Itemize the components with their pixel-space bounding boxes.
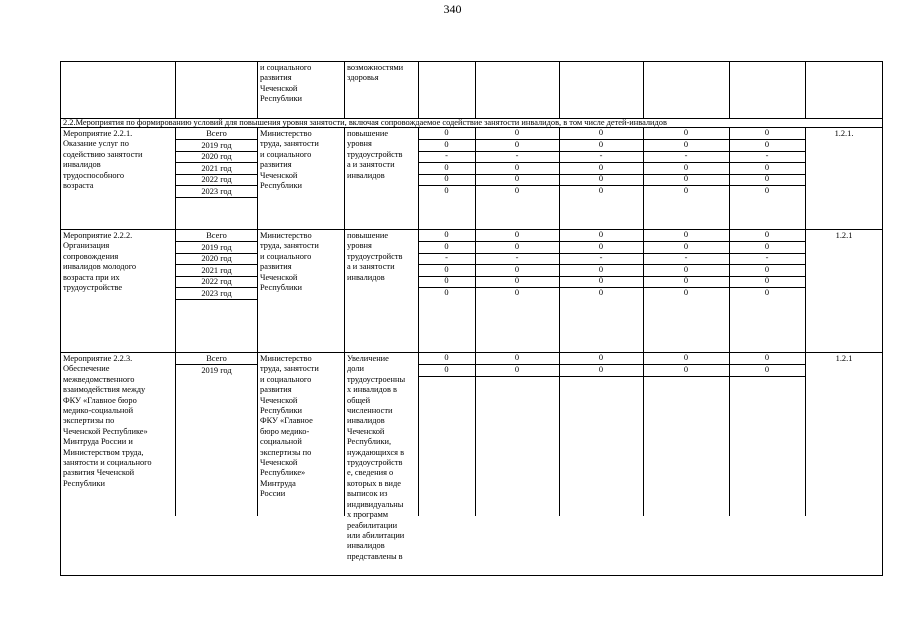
value-cell: 0 (683, 174, 689, 183)
value-cell: 0 (444, 185, 449, 195)
value-cell: 0 (444, 264, 449, 274)
value-cell: 0 (598, 185, 604, 195)
value-cell: - (684, 253, 688, 262)
value-cell: 0 (514, 128, 520, 137)
value-cell: 0 (444, 241, 449, 251)
value-cell: 0 (683, 276, 689, 285)
row1-name: Мероприятие 2.2.1. Оказание услуг по содействию занятости инвалидов трудоспособного возраста (63, 129, 143, 191)
value-cell: 0 (683, 162, 689, 172)
value-cell: 0 (683, 185, 689, 195)
value-cell: 0 (764, 174, 770, 183)
value-cell: 0 (598, 287, 604, 297)
value-cell: 0 (444, 162, 449, 172)
period-cell: 2020 год (201, 152, 232, 161)
value-cell: - (765, 253, 769, 262)
value-cell: - (765, 151, 769, 160)
value-cell: - (684, 151, 688, 160)
period-cell: 2020 год (201, 254, 232, 263)
value-cell: 0 (683, 264, 689, 274)
period-cell: 2019 год (201, 365, 232, 375)
row1-indicator: повышение уровня трудоустройств а и занятости инвалидов (347, 129, 403, 180)
value-cell: 0 (444, 364, 449, 374)
top-executor-text: и социального развития Чеченской Республики (260, 63, 312, 104)
value-cell: 0 (683, 364, 689, 374)
col-divider-executor (344, 62, 345, 516)
value-cell: 0 (444, 276, 449, 285)
program-table (60, 61, 883, 576)
section-header: 2.2.Мероприятия по формированию условий для повышения уровня занятости, включая сопровождаемое содействие занятости инвалидов, в том числе детей-инвалидов (63, 118, 667, 127)
top-indicator-text: возможностями здоровья (347, 63, 404, 83)
row1-values (418, 128, 805, 198)
row3-name: Мероприятие 2.2.3. Обеспечение межведомственного взаимодействия между ФКУ «Главное бюро медико-социальной экспертизы по Чеченской Республике» Минтруда России и Министерством труда, занятости и социального развития Чеченской Республики (63, 354, 152, 488)
row3-values (418, 353, 805, 377)
row3-ref: 1.2.1 (835, 354, 853, 363)
value-cell: 0 (514, 174, 520, 183)
value-cell: 0 (764, 364, 770, 374)
value-cell: 0 (514, 364, 520, 374)
value-cell: 0 (764, 139, 770, 149)
value-cell: 0 (683, 353, 689, 362)
value-cell: 0 (683, 287, 689, 297)
row1-ref: 1.2.1. (834, 129, 854, 138)
value-cell: 0 (514, 230, 520, 239)
value-cell: 0 (764, 162, 770, 172)
period-cell: Всего (206, 231, 227, 240)
value-cell: 0 (764, 287, 770, 297)
period-cell: 2023 год (201, 186, 232, 196)
row2-indicator: повышение уровня трудоустройств а и занятости инвалидов (347, 231, 403, 282)
value-cell: 0 (598, 139, 604, 149)
period-cell: 2023 год (201, 288, 232, 298)
period-cell: Всего (206, 129, 227, 138)
row3-indicator: Увеличение доли трудоустроенны х инвалидов в общей численности инвалидов Чеченской Республики, нуждающихся в трудоустройств е, сведения о которых в виде выписок из индивидуальны х программ реабилитации или абилитации инвалидов представлены в (347, 354, 406, 561)
value-cell: 0 (444, 287, 449, 297)
period-cell: 2019 год (201, 242, 232, 252)
value-cell: 0 (598, 364, 604, 374)
value-cell: 0 (514, 241, 520, 251)
value-cell: - (515, 151, 519, 160)
value-cell: 0 (598, 128, 604, 137)
value-cell: - (515, 253, 519, 262)
value-cell: 0 (514, 276, 520, 285)
value-cell: 0 (764, 185, 770, 195)
value-cell: 0 (444, 139, 449, 149)
period-cell: Всего (206, 354, 227, 363)
row2-values (418, 230, 805, 300)
value-cell: 0 (514, 162, 520, 172)
value-cell: 0 (683, 139, 689, 149)
value-cell: 0 (764, 264, 770, 274)
value-cell: 0 (444, 353, 449, 362)
value-cell: - (599, 151, 603, 160)
value-cell: 0 (764, 128, 770, 137)
value-cell: 0 (514, 139, 520, 149)
row1-executor: Министерство труда, занятости и социального развития Чеченской Республики (260, 129, 319, 191)
period-cell: 2019 год (201, 140, 232, 150)
value-cell: 0 (764, 353, 770, 362)
value-cell: 0 (764, 230, 770, 239)
value-cell: 0 (514, 287, 520, 297)
period-cell: 2022 год (201, 277, 232, 286)
value-cell: 0 (514, 264, 520, 274)
value-cell: 0 (514, 185, 520, 195)
period-cell: 2022 год (201, 175, 232, 184)
value-cell: 0 (683, 230, 689, 239)
value-cell: 0 (764, 276, 770, 285)
value-cell: 0 (444, 174, 449, 183)
value-cell: 0 (598, 230, 604, 239)
value-cell: 0 (598, 162, 604, 172)
value-cell: 0 (683, 241, 689, 251)
value-cell: 0 (444, 230, 449, 239)
value-cell: - (445, 253, 448, 262)
value-cell: 0 (444, 128, 449, 137)
value-cell: 0 (598, 353, 604, 362)
row2-name: Мероприятие 2.2.2. Организация сопровождения инвалидов молодого возраста при их трудоустройстве (63, 231, 137, 293)
value-cell: 0 (764, 241, 770, 251)
value-cell: 0 (514, 353, 520, 362)
value-cell: 0 (598, 174, 604, 183)
row3-executor: Министерство труда, занятости и социального развития Чеченской Республики ФКУ «Главное бюро медико- социальной экспертизы по Чеченской Республике» Минтруда России (260, 354, 319, 499)
value-cell: 0 (598, 241, 604, 251)
page-number: 340 (443, 2, 462, 16)
value-cell: 0 (598, 276, 604, 285)
value-cell: - (445, 151, 448, 160)
value-cell: 0 (598, 264, 604, 274)
value-cell: - (599, 253, 603, 262)
period-cell: 2021 год (201, 265, 232, 275)
value-cell: 0 (683, 128, 689, 137)
row2-ref: 1.2.1 (835, 231, 853, 240)
period-cell: 2021 год (201, 163, 232, 173)
row2-executor: Министерство труда, занятости и социального развития Чеченской Республики (260, 231, 319, 293)
